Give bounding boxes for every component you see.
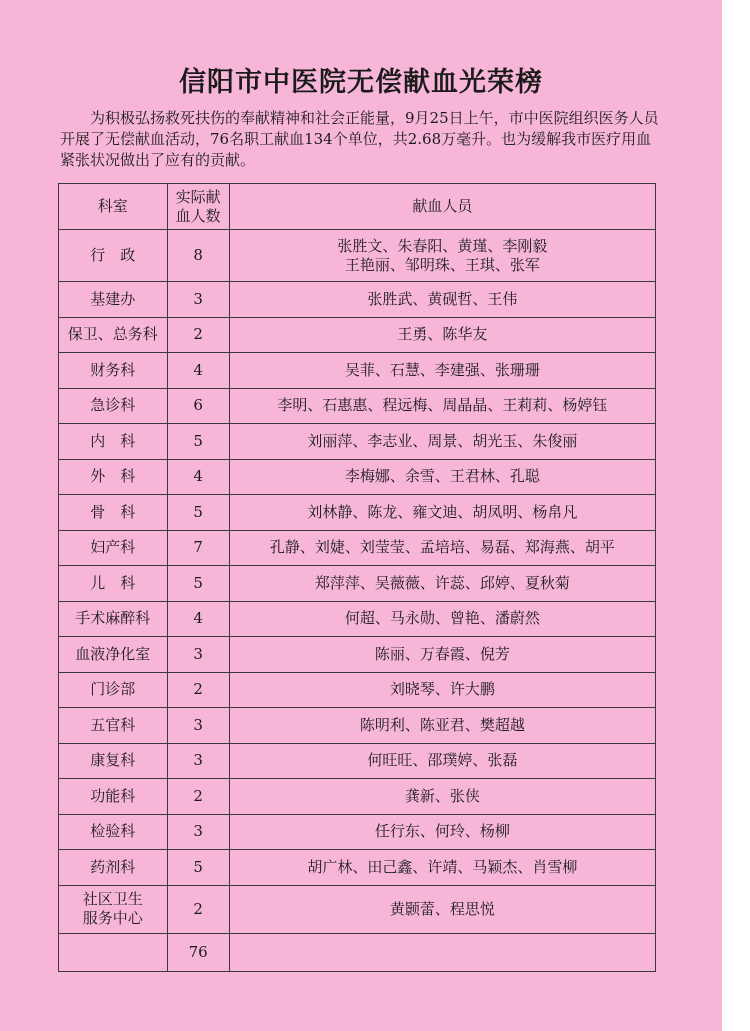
count-cell: 2 (167, 885, 229, 933)
table-row (59, 601, 656, 637)
count-cell: 2 (167, 779, 229, 815)
count-cell: 4 (167, 601, 229, 637)
department-cell: 手术麻醉科 (59, 601, 168, 637)
total-empty-cell (59, 933, 168, 971)
count-cell: 3 (167, 708, 229, 744)
header-count-line2: 血人数 (175, 206, 221, 225)
table-row (59, 743, 656, 779)
count-cell: 4 (167, 353, 229, 389)
department-cell: 急诊科 (59, 388, 168, 424)
header-donors: 献血人员 (229, 184, 655, 230)
total-count-cell: 76 (167, 933, 229, 971)
count-cell: 6 (167, 388, 229, 424)
count-cell: 2 (167, 317, 229, 353)
department-cell: 基建办 (59, 282, 168, 318)
count-cell: 5 (167, 566, 229, 602)
count-cell: 5 (167, 424, 229, 460)
table-row (59, 566, 656, 602)
donors-cell: 任行东、何玲、杨柳 (229, 814, 655, 850)
donors-cell: 郑萍萍、吴薇薇、许蕊、邱婷、夏秋菊 (229, 566, 655, 602)
department-cell: 妇产科 (59, 530, 168, 566)
department-cell: 保卫、总务科 (59, 317, 168, 353)
department-cell: 血液净化室 (59, 637, 168, 673)
table-row (59, 388, 656, 424)
table-row (59, 779, 656, 815)
table-header-row (59, 184, 656, 230)
donors-line: 张胜文、朱春阳、黄瑾、李刚毅 (337, 236, 548, 255)
header-count-line1: 实际献 (175, 187, 221, 206)
department-cell: 康复科 (59, 743, 168, 779)
count-cell: 5 (167, 850, 229, 886)
count-cell: 3 (167, 637, 229, 673)
donors-cell: 黄颢蕾、程思悦 (229, 885, 655, 933)
department-cell: 检验科 (59, 814, 168, 850)
donors-cell (229, 230, 655, 282)
donors-cell: 张胜武、黄砚哲、王伟 (229, 282, 655, 318)
table-row (59, 317, 656, 353)
department-cell: 骨 科 (59, 495, 168, 531)
donors-cell: 陈丽、万春霞、倪芳 (229, 637, 655, 673)
donors-cell: 李梅娜、余雪、王君林、孔聪 (229, 459, 655, 495)
table-row (59, 530, 656, 566)
count-cell: 7 (167, 530, 229, 566)
table-row (59, 230, 656, 282)
donors-cell: 孔静、刘婕、刘莹莹、孟培培、易磊、郑海燕、胡平 (229, 530, 655, 566)
table-row (59, 282, 656, 318)
department-cell: 行 政 (59, 230, 168, 282)
department-cell: 内 科 (59, 424, 168, 460)
table-row (59, 672, 656, 708)
department-cell: 药剂科 (59, 850, 168, 886)
count-cell: 4 (167, 459, 229, 495)
department-cell: 五官科 (59, 708, 168, 744)
total-empty-cell (229, 933, 655, 971)
donors-cell: 刘丽萍、李志业、周景、胡光玉、朱俊丽 (229, 424, 655, 460)
intro-paragraph: 为积极弘扬救死扶伤的奉献精神和社会正能量，9月25日上午，市中医院组织医务人员开展了无偿献血活动，76名职工献血134个单位，共2.68万毫升。也为缓解我市医疗用血紧张状况做出了应有的贡献。 (60, 109, 659, 169)
department-cell: 财务科 (59, 353, 168, 389)
table-row (59, 424, 656, 460)
department-cell: 功能科 (59, 779, 168, 815)
donors-cell: 刘晓琴、许大鹏 (229, 672, 655, 708)
department-line: 服务中心 (82, 909, 143, 927)
donors-cell: 刘林静、陈龙、雍文迪、胡凤明、杨帛凡 (229, 495, 655, 531)
department-cell: 门诊部 (59, 672, 168, 708)
count-cell: 2 (167, 672, 229, 708)
donor-roster-table (58, 183, 656, 972)
page-title: 信阳市中医院无偿献血光荣榜 (179, 67, 543, 98)
department-cell: 外 科 (59, 459, 168, 495)
header-count (167, 184, 229, 230)
department-cell: 儿 科 (59, 566, 168, 602)
donors-cell: 王勇、陈华友 (229, 317, 655, 353)
table-row (59, 885, 656, 933)
count-cell: 5 (167, 495, 229, 531)
donors-cell: 龚新、张侠 (229, 779, 655, 815)
table-row (59, 708, 656, 744)
table-row (59, 850, 656, 886)
donors-cell: 胡广林、田己鑫、许靖、马颖杰、肖雪柳 (229, 850, 655, 886)
donors-cell: 何旺旺、邵璞婷、张磊 (229, 743, 655, 779)
department-line: 社区卫生 (82, 890, 143, 908)
count-cell: 8 (167, 230, 229, 282)
total-row (59, 933, 656, 971)
table-row (59, 459, 656, 495)
table-row (59, 495, 656, 531)
count-cell: 3 (167, 282, 229, 318)
donors-cell: 何超、马永勋、曾艳、潘蔚然 (229, 601, 655, 637)
donors-line: 王艳丽、邹明珠、王琪、张军 (344, 255, 540, 274)
table-row (59, 637, 656, 673)
donors-cell: 李明、石惠惠、程远梅、周晶晶、王莉莉、杨婷钰 (229, 388, 655, 424)
table-row (59, 353, 656, 389)
count-cell: 3 (167, 743, 229, 779)
count-cell: 3 (167, 814, 229, 850)
donors-cell: 吴菲、石慧、李建强、张珊珊 (229, 353, 655, 389)
department-cell (59, 885, 168, 933)
table-row (59, 814, 656, 850)
donors-cell: 陈明利、陈亚君、樊超越 (229, 708, 655, 744)
header-department: 科室 (59, 184, 168, 230)
